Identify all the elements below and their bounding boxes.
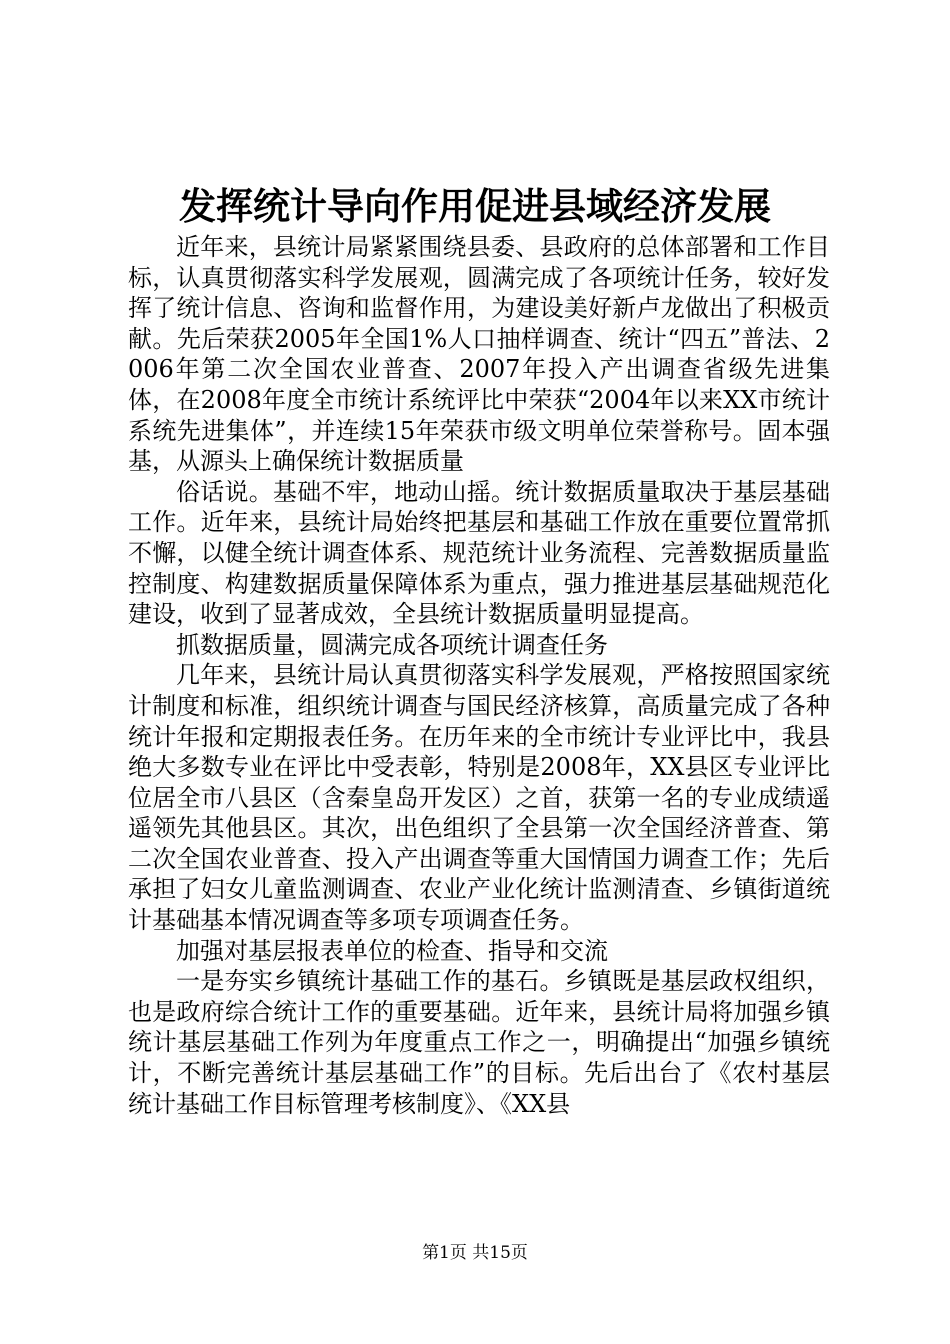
paragraph-intro: 近年来，县统计局紧紧围绕县委、县政府的总体部署和工作目标，认真贯彻落实科学发展观，圆满完成了各项统计任务，较好发挥了统计信息、咨询和监督作用，为建设美好新卢龙做出了积极贡献。先后荣获2005年全国1%人口抽样调查、统计“四五”普法、2006年第二次全国农业普查、2007年投入产出调查省级先进集体，在2008年度全市统计系统评比中荣获“2004年以来XX市统计系统先进集体”，并连续15年荣获市级文明单位荣誉称号。固本强基，从源头上确保统计数据质量	[128, 233, 830, 476]
document-body	[128, 232, 830, 1119]
paragraph-foundation: 俗话说。基础不牢，地动山摇。统计数据质量取决于基层基础工作。近年来，县统计局始终把基层和基础工作放在重要位置常抓不懈，以健全统计调查体系、规范统计业务流程、完善数据质量监控制度、构建数据质量保障体系为重点，强力推进基层基础规范化建设，收到了显著成效，全县统计数据质量明显提高。	[128, 477, 830, 629]
section-heading-inspection: 加强对基层报表单位的检查、指导和交流	[176, 936, 608, 965]
paragraph-township-statistics: 一是夯实乡镇统计基础工作的基石。乡镇既是基层政权组织，也是政府综合统计工作的重要基础。近年来，县统计局将加强乡镇统计基层基础工作列为年度重点工作之一，明确提出“加强乡镇统计，不断完善统计基层基础工作”的目标。先后出台了《农村基层统计基础工作目标管理考核制度》、《XX县	[128, 967, 830, 1118]
page-number-footer: 第1页 共15页	[422, 1243, 528, 1263]
section-heading-data-quality: 抓数据质量，圆满完成各项统计调查任务	[176, 630, 608, 659]
paragraph-survey-tasks: 几年来，县统计局认真贯彻落实科学发展观，严格按照国家统计制度和标准，组织统计调查与国民经济核算，高质量完成了各种统计年报和定期报表任务。在历年来的全市统计专业评比中，我县绝大多数专业在评比中受表彰，特别是2008年，XX县区专业评比位居全市八县区（含秦皇岛开发区）之首，获第一名的专业成绩遥遥领先其他县区。其次，出色组织了全县第一次全国经济普查、第二次全国农业普查、投入产出调查等重大国情国力调查工作；先后承担了妇女儿童监测调查、农业产业化统计监测清查、乡镇街道统计基础基本情况调查等多项专项调查任务。	[128, 661, 830, 935]
document-title: 发挥统计导向作用促进县域经济发展	[179, 184, 771, 228]
